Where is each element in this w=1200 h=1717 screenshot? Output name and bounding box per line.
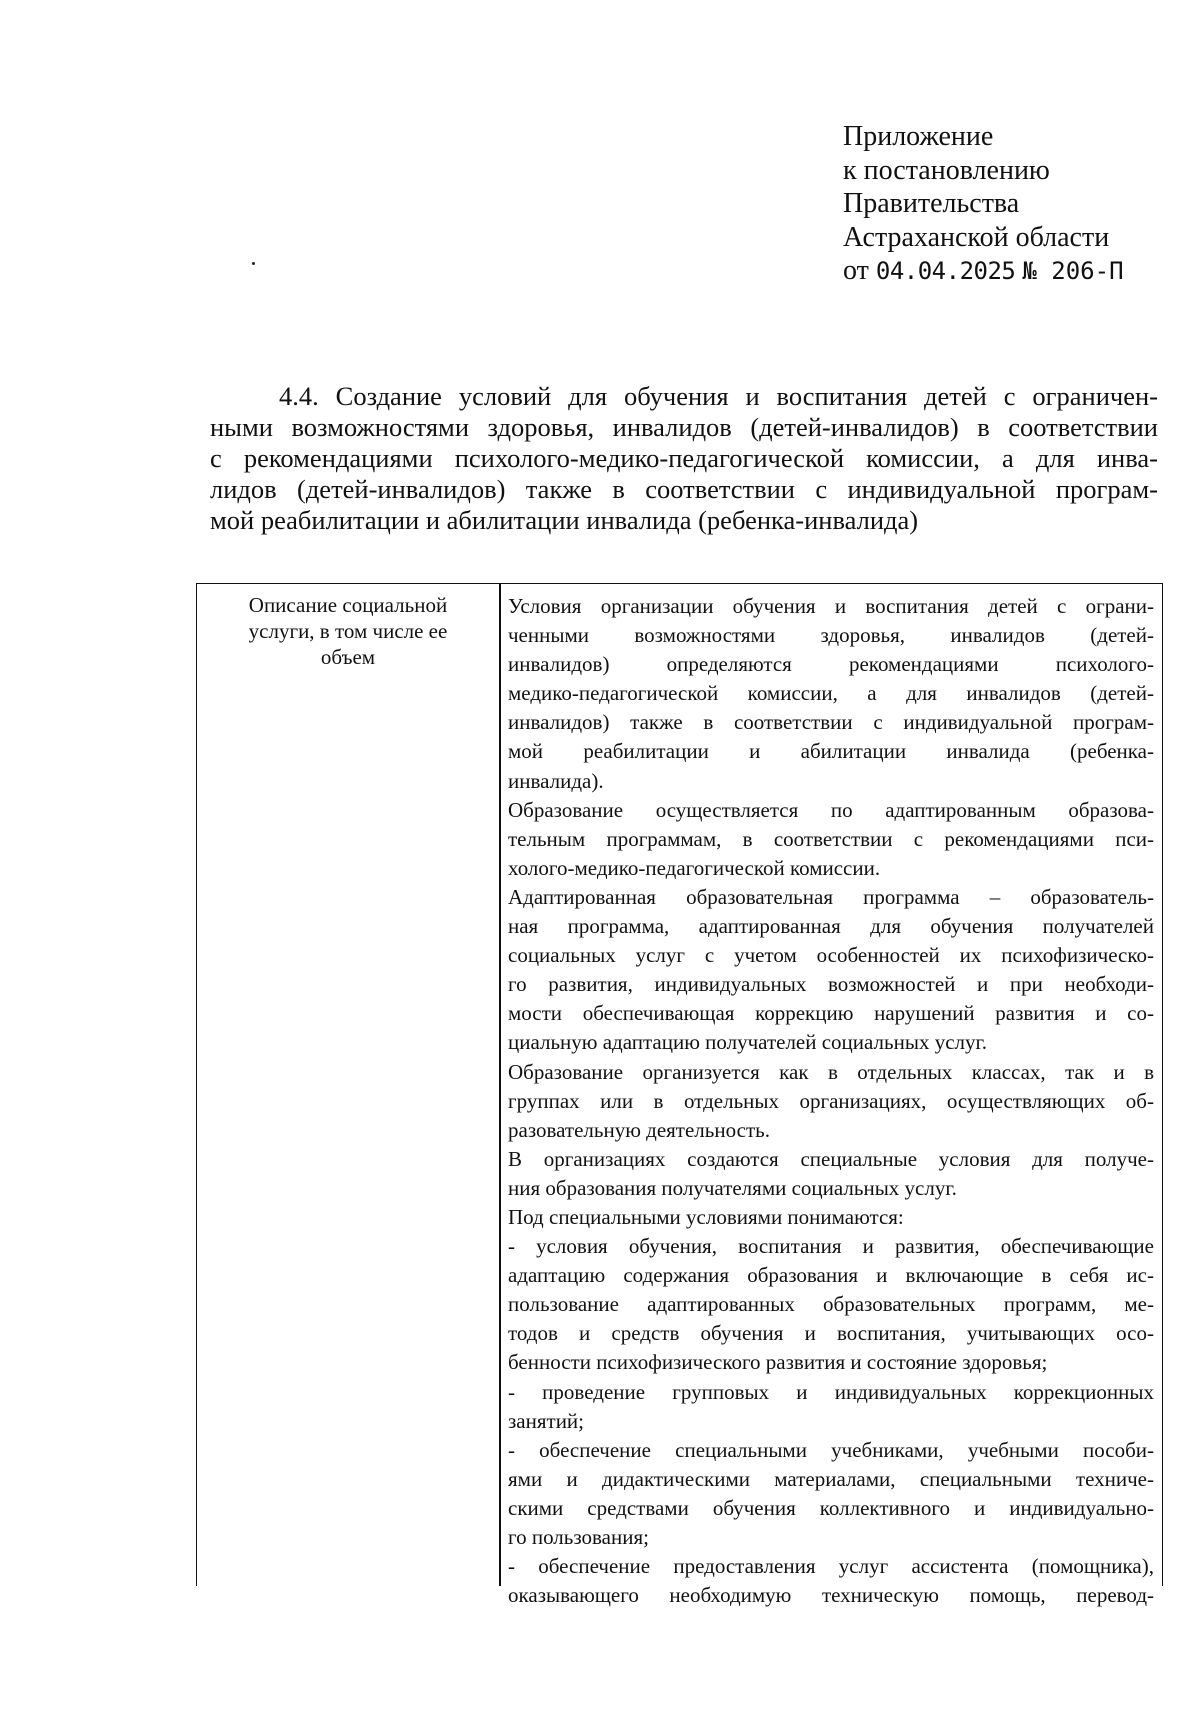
annex-date-prefix: от bbox=[843, 255, 869, 286]
text-line: ная программа, адаптированная для обучения получателей bbox=[508, 914, 1154, 939]
text-line: - условия обучения, воспитания и развития, обеспечивающие bbox=[508, 1234, 1154, 1259]
text-line: инвалидов) определяются рекомендациями психолого- bbox=[508, 652, 1154, 677]
text-line: Адаптированная образовательная программа – образователь- bbox=[508, 884, 1154, 909]
text-line: пользование адаптированных образовательных программ, ме- bbox=[508, 1292, 1154, 1317]
text-line: го пользования; bbox=[508, 1525, 649, 1549]
text-line: Образование осуществляется по адаптированным образова- bbox=[508, 797, 1154, 822]
text-line: циальную адаптацию получателей социальных услуг. bbox=[508, 1030, 987, 1055]
scan-speck bbox=[252, 262, 255, 265]
text-line: тельным программам, в соответствии с рекомендациями пси- bbox=[508, 826, 1154, 851]
column-divider bbox=[499, 584, 501, 1586]
text-line: го развития, индивидуальных возможностей и при необходи- bbox=[508, 972, 1154, 997]
text-line: ния образования получателями социальных услуг. bbox=[508, 1175, 957, 1200]
text-line: тодов и средств обучения и воспитания, учитывающих осо- bbox=[508, 1321, 1154, 1346]
annex-date: 04.04.2025 bbox=[875, 257, 1016, 285]
text-line: адаптацию содержания образования и включающие в себя ис- bbox=[508, 1263, 1154, 1288]
text-line: разовательную деятельность. bbox=[508, 1117, 770, 1142]
text-line: мости обеспечивающая коррекцию нарушений развития и со- bbox=[508, 1001, 1154, 1026]
label-line: услуги, в том числе ее bbox=[248, 619, 448, 643]
annex-title: Приложение bbox=[843, 121, 994, 152]
annex-number: № 206-П bbox=[1022, 257, 1124, 285]
annex-header bbox=[843, 120, 1124, 289]
annex-to-decree: к постановлению bbox=[843, 154, 1050, 186]
label-line: объем bbox=[320, 645, 376, 669]
text-line: В организациях создаются специальные условия для получе- bbox=[508, 1146, 1154, 1171]
text-line: инвалида). bbox=[508, 768, 604, 793]
text-line: бенности психофизического развития и состояние здоровья; bbox=[508, 1350, 1048, 1375]
service-table bbox=[196, 583, 1163, 1608]
text-line: холого-медико-педагогической комиссии. bbox=[508, 855, 881, 880]
text-line: Условия организации обучения и воспитания детей с ограни- bbox=[508, 594, 1154, 618]
text-line: Образование организуется как в отдельных классах, так и в bbox=[508, 1059, 1154, 1084]
heading-line: лидов (детей-инвалидов) также в соответствии с индивидуальной програм- bbox=[210, 474, 1158, 504]
heading-line: ными возможностями здоровья, инвалидов (детей-инвалидов) в соответствии bbox=[210, 412, 1158, 442]
section-heading bbox=[210, 381, 1158, 536]
text-line: Под специальными условиями понимаются: bbox=[508, 1204, 904, 1229]
text-line: - обеспечение специальными учебниками, учебными пособи- bbox=[508, 1437, 1154, 1462]
label-line: Описание социальной bbox=[248, 593, 448, 617]
text-line: ями и дидактическими материалами, специальными техниче- bbox=[508, 1466, 1154, 1491]
text-line: - обеспечение предоставления услуг ассистента (помощника), bbox=[508, 1554, 1154, 1579]
text-line: - проведение групповых и индивидуальных коррекционных bbox=[508, 1379, 1154, 1404]
annex-region: Астраханской области bbox=[843, 221, 1110, 253]
text-line: мой реабилитации и абилитации инвалида (ребенка- bbox=[508, 739, 1154, 764]
annex-date-line bbox=[843, 254, 1124, 289]
text-line: ченными возможностями здоровья, инвалидов (детей- bbox=[508, 623, 1154, 648]
annex-government: Правительства bbox=[843, 188, 1020, 219]
service-description-text bbox=[508, 592, 1154, 1610]
service-description-label bbox=[197, 592, 499, 670]
heading-line: 4.4. Создание условий для обучения и воспитания детей с ограничен- bbox=[279, 381, 1158, 411]
text-line: социальных услуг с учетом особенностей их психофизическо- bbox=[508, 943, 1154, 968]
heading-line: мой реабилитации и абилитации инвалида (ребенка-инвалида) bbox=[210, 505, 919, 535]
text-line: занятий; bbox=[508, 1408, 585, 1433]
text-line: группах или в отдельных организациях, осуществляющих об- bbox=[508, 1088, 1154, 1113]
heading-line: с рекомендациями психолого-медико-педагогической комиссии, а для инва- bbox=[210, 443, 1158, 473]
text-line: скими средствами обучения коллективного и индивидуально- bbox=[508, 1495, 1154, 1520]
text-line: инвалидов) также в соответствии с индивидуальной програм- bbox=[508, 710, 1154, 735]
text-line: медико-педагогической комиссии, а для инвалидов (детей- bbox=[508, 681, 1154, 706]
text-line: оказывающего необходимую техническую помощь, перевод- bbox=[508, 1583, 1154, 1608]
